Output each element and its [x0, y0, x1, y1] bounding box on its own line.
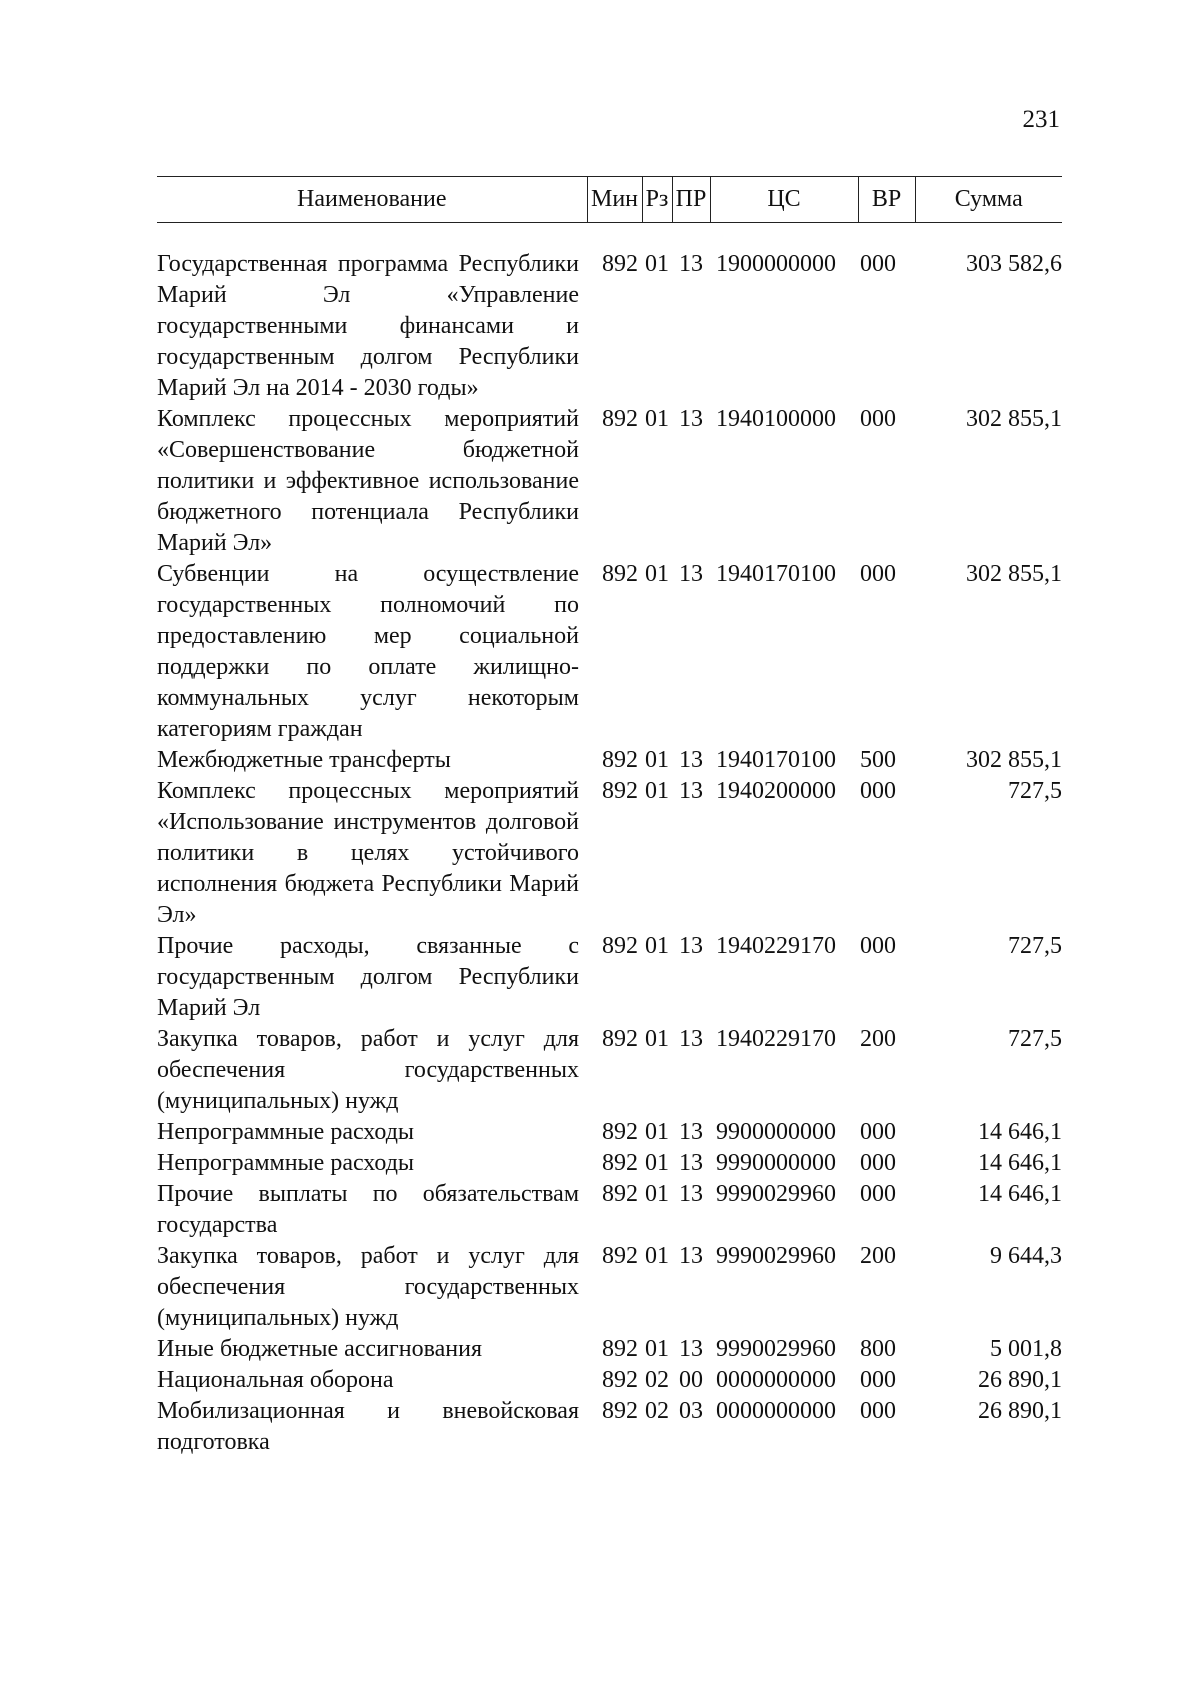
row-name: Комплекс процессных мероприятий «Использование инструментов долговой политики в целях устойчивого исполнения бюджета Республики Марий Эл» — [157, 778, 579, 928]
header-min: Мин — [587, 177, 642, 223]
row-min: 892 — [602, 1336, 638, 1362]
row-cs: 1940229170 — [716, 1026, 836, 1052]
row-vr: 000 — [860, 1367, 896, 1393]
header-row — [157, 177, 1062, 223]
table-body — [157, 249, 1062, 1458]
row-pr: 13 — [679, 1026, 703, 1052]
row-min: 892 — [602, 933, 638, 959]
row-sum: 26 890,1 — [978, 1367, 1062, 1393]
row-min: 892 — [602, 1026, 638, 1052]
row-cs: 1940200000 — [716, 778, 836, 804]
row-sum: 302 855,1 — [966, 406, 1062, 432]
row-name: Прочие выплаты по обязательствам государства — [157, 1181, 579, 1238]
row-name: Прочие расходы, связанные с государственным долгом Республики Марий Эл — [157, 933, 579, 1021]
row-vr: 000 — [860, 778, 896, 804]
table-row — [157, 776, 1062, 931]
header-cs: ЦС — [710, 177, 858, 223]
row-sum: 14 646,1 — [978, 1119, 1062, 1145]
header-pr: ПР — [672, 177, 710, 223]
row-cs: 9990000000 — [716, 1150, 836, 1176]
row-pr: 13 — [679, 561, 703, 587]
row-pr: 13 — [679, 933, 703, 959]
row-pr: 00 — [679, 1367, 703, 1393]
row-min: 892 — [602, 1398, 638, 1424]
page-number: 231 — [1022, 106, 1060, 133]
row-vr: 200 — [860, 1026, 896, 1052]
row-vr: 000 — [860, 561, 896, 587]
row-pr: 03 — [679, 1398, 703, 1424]
row-min: 892 — [602, 1367, 638, 1393]
row-rz: 01 — [645, 1336, 669, 1362]
table-row — [157, 931, 1062, 1024]
row-cs: 9990029960 — [716, 1243, 836, 1269]
row-rz: 01 — [645, 933, 669, 959]
row-vr: 000 — [860, 1150, 896, 1176]
row-vr: 000 — [860, 1181, 896, 1207]
row-min: 892 — [602, 747, 638, 773]
row-cs: 1940100000 — [716, 406, 836, 432]
row-sum: 14 646,1 — [978, 1181, 1062, 1207]
row-sum: 302 855,1 — [966, 561, 1062, 587]
row-cs: 1940170100 — [716, 747, 836, 773]
row-rz: 01 — [645, 251, 669, 277]
table-row — [157, 745, 1062, 776]
table-row — [157, 249, 1062, 404]
row-pr: 13 — [679, 1336, 703, 1362]
row-name: Мобилизационная и вневойсковая подготовка — [157, 1398, 579, 1455]
row-name: Субвенции на осуществление государственных полномочий по предоставлению мер социальной поддержки по оплате жилищно-коммунальных услуг некоторым категориям граждан — [157, 561, 579, 742]
row-rz: 02 — [645, 1367, 669, 1393]
row-cs: 9990029960 — [716, 1181, 836, 1207]
row-name: Непрограммные расходы — [157, 1150, 415, 1176]
row-pr: 13 — [679, 1150, 703, 1176]
budget-table — [157, 176, 1062, 1458]
row-rz: 01 — [645, 1150, 669, 1176]
row-name: Закупка товаров, работ и услуг для обеспечения государственных (муниципальных) нужд — [157, 1026, 579, 1114]
table-row — [157, 1024, 1062, 1117]
table-row — [157, 1396, 1062, 1458]
row-rz: 01 — [645, 1119, 669, 1145]
row-sum: 727,5 — [1008, 1026, 1062, 1052]
header-rz: Рз — [642, 177, 672, 223]
row-min: 892 — [602, 1181, 638, 1207]
row-min: 892 — [602, 1243, 638, 1269]
table-row — [157, 1148, 1062, 1179]
row-vr: 200 — [860, 1243, 896, 1269]
header-name: Наименование — [157, 177, 587, 223]
table-row — [157, 1117, 1062, 1148]
row-sum: 727,5 — [1008, 933, 1062, 959]
row-name: Межбюджетные трансферты — [157, 747, 451, 773]
row-vr: 500 — [860, 747, 896, 773]
row-sum: 9 644,3 — [990, 1243, 1062, 1269]
row-name: Иные бюджетные ассигнования — [157, 1336, 482, 1362]
row-sum: 26 890,1 — [978, 1398, 1062, 1424]
row-min: 892 — [602, 251, 638, 277]
row-min: 892 — [602, 406, 638, 432]
row-vr: 000 — [860, 251, 896, 277]
row-vr: 000 — [860, 933, 896, 959]
row-rz: 01 — [645, 1243, 669, 1269]
row-name: Национальная оборона — [157, 1367, 394, 1393]
row-sum: 5 001,8 — [990, 1336, 1062, 1362]
row-rz: 02 — [645, 1398, 669, 1424]
table-row — [157, 1241, 1062, 1334]
row-name: Закупка товаров, работ и услуг для обеспечения государственных (муниципальных) нужд — [157, 1243, 579, 1331]
row-min: 892 — [602, 561, 638, 587]
table-header — [157, 177, 1062, 250]
table-row — [157, 559, 1062, 745]
row-rz: 01 — [645, 406, 669, 432]
row-cs: 0000000000 — [716, 1367, 836, 1393]
row-cs: 1940170100 — [716, 561, 836, 587]
budget-table-container — [157, 176, 1062, 1458]
row-min: 892 — [602, 778, 638, 804]
header-vr: ВР — [858, 177, 915, 223]
row-cs: 1940229170 — [716, 933, 836, 959]
table-row — [157, 1179, 1062, 1241]
row-pr: 13 — [679, 406, 703, 432]
table-row — [157, 404, 1062, 559]
row-vr: 000 — [860, 1119, 896, 1145]
row-cs: 1900000000 — [716, 251, 836, 277]
row-sum: 727,5 — [1008, 778, 1062, 804]
row-sum: 302 855,1 — [966, 747, 1062, 773]
row-cs: 0000000000 — [716, 1398, 836, 1424]
row-rz: 01 — [645, 1026, 669, 1052]
row-pr: 13 — [679, 747, 703, 773]
row-pr: 13 — [679, 1119, 703, 1145]
table-row — [157, 1334, 1062, 1365]
row-name: Комплекс процессных мероприятий «Совершенствование бюджетной политики и эффективное использование бюджетного потенциала Республики Марий Эл» — [157, 406, 579, 556]
row-pr: 13 — [679, 1243, 703, 1269]
table-row — [157, 1365, 1062, 1396]
row-sum: 303 582,6 — [966, 251, 1062, 277]
row-vr: 800 — [860, 1336, 896, 1362]
row-vr: 000 — [860, 406, 896, 432]
row-rz: 01 — [645, 1181, 669, 1207]
row-min: 892 — [602, 1119, 638, 1145]
row-name: Государственная программа Республики Марий Эл «Управление государственными финансами и государственным долгом Республики Марий Эл на 2014 - 2030 годы» — [157, 251, 579, 401]
row-cs: 9900000000 — [716, 1119, 836, 1145]
row-name: Непрограммные расходы — [157, 1119, 415, 1145]
row-pr: 13 — [679, 778, 703, 804]
row-min: 892 — [602, 1150, 638, 1176]
row-rz: 01 — [645, 561, 669, 587]
header-sum: Сумма — [915, 177, 1062, 223]
row-pr: 13 — [679, 251, 703, 277]
row-rz: 01 — [645, 778, 669, 804]
row-pr: 13 — [679, 1181, 703, 1207]
row-rz: 01 — [645, 747, 669, 773]
row-vr: 000 — [860, 1398, 896, 1424]
row-sum: 14 646,1 — [978, 1150, 1062, 1176]
row-cs: 9990029960 — [716, 1336, 836, 1362]
